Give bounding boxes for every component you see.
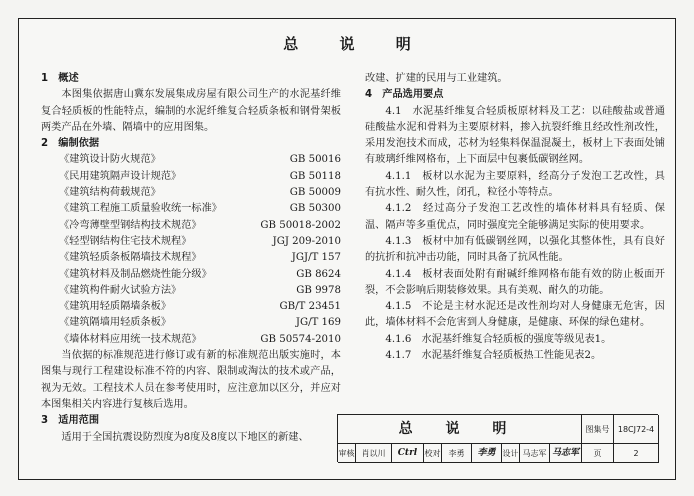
standard-code: GB 50300 <box>289 203 341 215</box>
standard-row <box>41 332 341 348</box>
standard-code: GB/T 23451 <box>279 301 341 313</box>
standard-name: 《民用建筑隔声设计规范》 <box>59 170 182 182</box>
standard-row <box>41 169 341 185</box>
designer-name: 马志军 <box>520 444 550 463</box>
standard-code: JGJ/T 157 <box>291 252 341 264</box>
left-column <box>41 71 341 446</box>
standard-name: 《建筑工程施工质量验收统一标准》 <box>59 203 222 215</box>
standard-code: GB 9978 <box>296 284 341 296</box>
right-column <box>365 71 665 364</box>
section-1-heading: 1 概述 <box>41 73 79 84</box>
design-label: 设计 <box>502 444 520 463</box>
section-4-item: 4.1.7 水泥基纤维复合轻质板热工性能见表2。 <box>385 350 602 362</box>
section-4-heading: 4 产品选用要点 <box>365 89 444 101</box>
standard-row <box>41 152 341 168</box>
standard-name: 《建筑设计防火规范》 <box>59 154 161 166</box>
drawing-frame <box>18 18 676 480</box>
standards-list <box>41 152 341 348</box>
section-4-item: 4.1.3 板材中加有低碳钢丝网，以强化其整体性，具有良好的抗折和抗冲击功能，同时具备了抗风性能。 <box>365 235 665 264</box>
section-4-items <box>365 104 665 365</box>
standard-code: GB 50018-2002 <box>260 219 341 231</box>
designer-signature: 马志军 <box>550 444 582 463</box>
title-block <box>337 414 658 462</box>
standard-row <box>41 267 341 283</box>
standard-row <box>41 185 341 201</box>
standard-row <box>41 283 341 299</box>
section-2-note: 当依据的标准规范进行修订或有新的标准规范出版实施时，本图集与现行工程建设标准不符的内容、限制或淘汰的技术或产品，视为无效。工程技术人员在参考使用时，应注意加以区分，并应对本图集相关内容进行复核后选用。 <box>41 350 341 410</box>
standard-code: GB 50574-2010 <box>260 333 341 345</box>
standard-row <box>41 299 341 315</box>
check-label: 校对 <box>424 444 442 463</box>
page-title: 总 说 明 <box>283 35 429 53</box>
standard-code: JG/T 169 <box>295 317 341 329</box>
review-label: 审核 <box>338 444 356 463</box>
section-4-item: 4.1.1 板材以水泥为主要原料，经高分子发泡工艺改性，具有抗水性、耐久性，闭孔，粒径小等特点。 <box>365 170 665 199</box>
section-4-item: 4.1.5 不论是主材水泥还是改性剂均对人身健康无危害，因此，墙体材料不会危害到人身健康，是健康、环保的绿色建材。 <box>365 301 665 329</box>
standard-code: GB 50118 <box>289 170 341 182</box>
section-3-text: 适用于全国抗震设防烈度为8度及8度以下地区的新建、 <box>61 431 309 443</box>
standard-row <box>41 315 341 331</box>
standard-row <box>41 218 341 234</box>
standard-code: GB 50009 <box>289 187 341 199</box>
section-4-item: 4.1.6 水泥基纤维复合轻质板的强度等级见表1。 <box>385 333 612 345</box>
standard-code: GB 50016 <box>289 154 341 166</box>
page-number: 2 <box>614 444 659 463</box>
standard-name: 《建筑隔墙用轻质条板》 <box>59 317 172 329</box>
page-label: 页 <box>582 444 614 463</box>
reviewer-name: 肖以川 <box>356 444 392 463</box>
standard-code: GB 8624 <box>296 268 341 280</box>
section-4-item: 4.1.4 板材表面处附有耐碱纤维网格布能有效的防止板面开裂，不会影响后期装修效果。具有美观、耐久的功能。 <box>365 268 665 296</box>
standard-name: 《建筑结构荷载规范》 <box>59 187 161 199</box>
section-4-item: 4.1 水泥基纤维复合轻质板原材料及工艺：以硅酸盐或普通硅酸盐水泥和骨料为主要原材料，掺入抗裂纤维且经改性剂改性，采用发泡技术而成，芯材为轻集料保温混凝土，板材上下表面处铺有玻璃纤维网格布，上下面层中包裹低碳钢丝网。 <box>365 105 665 166</box>
section-3-heading: 3 适用范围 <box>41 415 100 427</box>
standard-name: 《冷弯薄壁型钢结构技术规范》 <box>59 219 202 231</box>
standard-name: 《建筑构件耐火试验方法》 <box>59 284 182 296</box>
standard-name: 《建筑材料及制品燃烧性能分级》 <box>59 268 212 280</box>
standard-code: JGJ 209-2010 <box>272 235 341 247</box>
atlas-number-label: 图集号 <box>582 415 614 444</box>
checker-signature: 李勇 <box>472 444 502 463</box>
standard-name: 《墙体材料应用统一技术规范》 <box>59 333 202 345</box>
standard-name: 《轻型钢结构住宅技术规程》 <box>59 235 192 247</box>
title-block-title: 总 说 明 <box>338 415 582 444</box>
atlas-number: 18CJ72-4 <box>614 415 659 444</box>
checker-name: 李勇 <box>442 444 472 463</box>
section-2-heading: 2 编制依据 <box>41 138 100 150</box>
standard-row <box>41 201 341 217</box>
section-4-item: 4.1.2 经过高分子发泡工艺改性的墙体材料具有轻质、保温、隔声等多重优点，同时强度完全能够满足实际的使用要求。 <box>365 203 665 231</box>
standard-name: 《建筑用轻质隔墙条板》 <box>59 301 172 313</box>
reviewer-signature: Ctrl <box>392 444 424 463</box>
standard-name: 《建筑轻质条板隔墙技术规程》 <box>59 252 202 264</box>
standard-row <box>41 234 341 250</box>
section-3-continued: 改建、扩建的民用与工业建筑。 <box>365 73 508 84</box>
standard-row <box>41 250 341 266</box>
section-1-text: 本图集依据唐山冀东发展集成房屋有限公司生产的水泥基纤维复合轻质板的性能特点，编制的水泥纤维复合轻质条板和钢骨架板两类产品在外墙、隔墙中的应用图集。 <box>41 89 341 133</box>
